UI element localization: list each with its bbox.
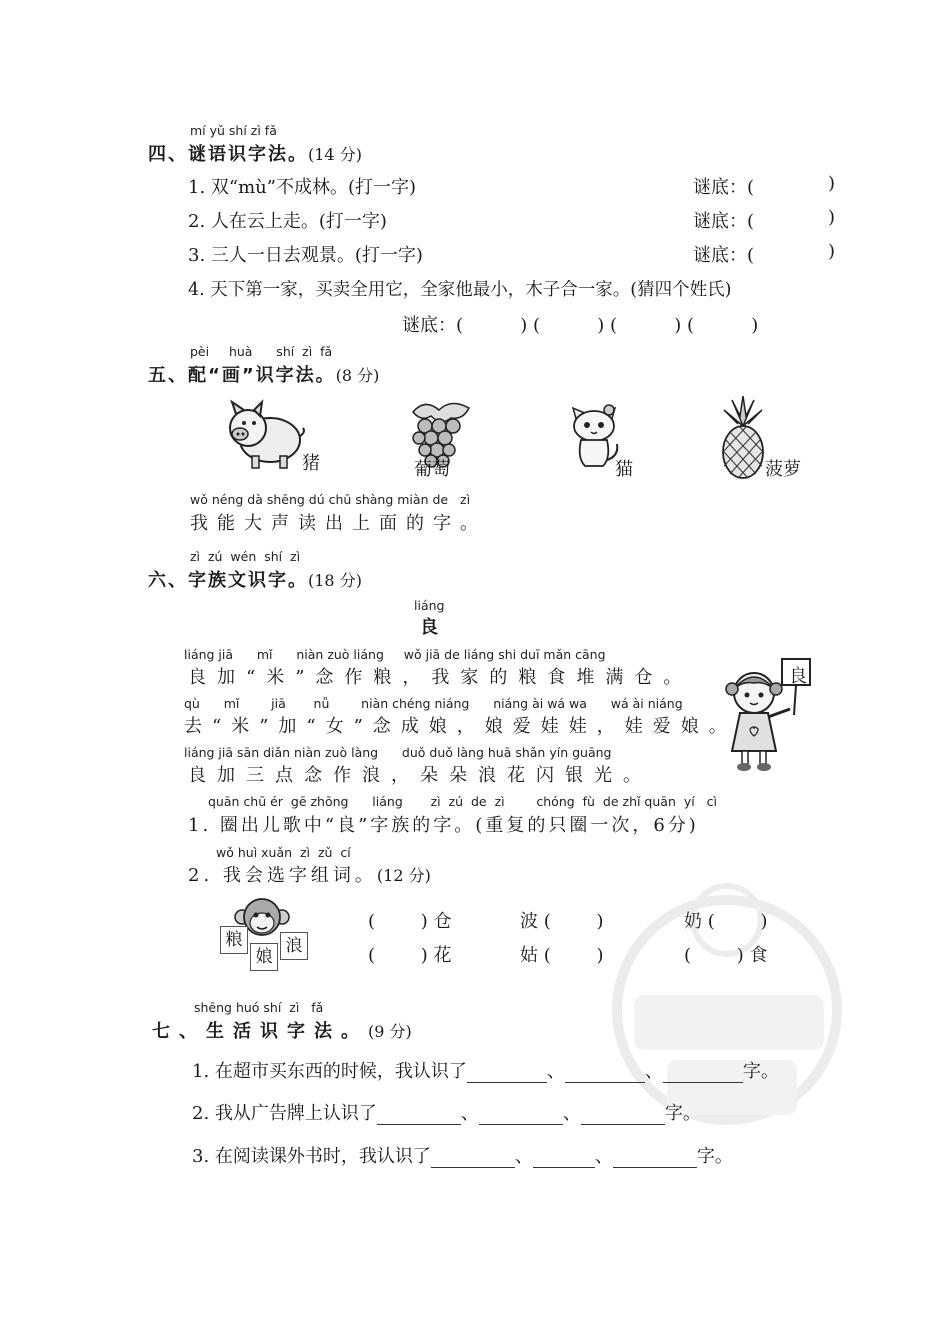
s7-q2	[192, 1099, 701, 1125]
s7-title-text: 七、生活识字法。	[152, 1021, 368, 1042]
s7-q1-text: 1. 在超市买东西的时候，我认识了	[192, 1061, 467, 1082]
word-card-niang: 娘	[250, 943, 278, 971]
s7-q1-sep-1: 、	[546, 1061, 565, 1082]
word-card-lang: 浪	[280, 932, 308, 960]
girl-sign-char: 良	[789, 666, 807, 687]
s4-q4-answers: 谜底：( ) ( ) ( ) ( )	[402, 315, 759, 336]
s7-q2-sep-2: 、	[562, 1103, 581, 1124]
s7-q2-blank-3[interactable]	[581, 1106, 665, 1125]
s6-q1: 1. 圈出儿歌中“良”字族的字。(重复的只圈一次，6分)	[188, 815, 699, 836]
fill-bo: 波 ( )	[520, 911, 604, 932]
s7-q2-blank-2[interactable]	[479, 1106, 563, 1125]
s7-q1-blank-2[interactable]	[565, 1064, 645, 1083]
poem-line-1-pinyin: liáng jiā mǐ niàn zuò liáng wǒ jiā de liáng shi duī mǎn cāng	[184, 647, 606, 662]
s5-read-text: 我能大声读出上面的字。	[190, 513, 487, 534]
s6-center-char: 良	[420, 617, 438, 638]
s5-title	[148, 361, 379, 387]
s6-q2-text: 2. 我会选字组词。	[188, 865, 377, 886]
s4-a1-close: )	[828, 173, 836, 194]
s7-q3-blank-3[interactable]	[613, 1149, 697, 1168]
s4-q2: 2. 人在云上走。(打一字)	[188, 211, 387, 232]
pig-label: 猪	[302, 453, 320, 474]
s7-q3-blank-1[interactable]	[431, 1149, 515, 1168]
s7-q2-end: 字。	[664, 1103, 701, 1124]
s6-center-pinyin: liáng	[414, 598, 445, 613]
s5-read-pinyin: wǒ néng dà shēng dú chū shàng miàn de zì	[190, 492, 471, 507]
s7-q3-end: 字。	[696, 1146, 733, 1167]
s4-title-text: 四、谜语识字法。	[148, 144, 308, 165]
grapes-label: 葡萄	[414, 459, 450, 480]
s4-a1-label: 谜底：(	[693, 177, 755, 198]
fill-shi: ( ) 食	[684, 945, 768, 966]
s4-score: (14 分)	[308, 145, 362, 164]
s6-q1-pinyin: quān chū ér gē zhōng liáng zì zú de zì chóng fù de zhǐ quān yí cì	[208, 794, 717, 809]
s4-q3: 3. 三人一日去观景。(打一字)	[188, 245, 423, 266]
fill-hua: ( ) 花	[368, 945, 452, 966]
poem-line-3: 良加三点念作浪，朵朵浪花闪银光。	[188, 765, 652, 786]
pineapple-icon	[718, 396, 768, 480]
poem-line-3-pinyin: liáng jiā sān diǎn niàn zuò làng duǒ duǒ làng huā shǎn yín guāng	[184, 745, 612, 760]
s7-q1-sep-2: 、	[644, 1061, 663, 1082]
s7-score: (9 分)	[368, 1022, 412, 1041]
fill-gu: 姑 ( )	[520, 945, 604, 966]
s4-a3-label: 谜底：(	[693, 245, 755, 266]
s6-q2-pinyin: wǒ huì xuǎn zì zǔ cí	[216, 845, 351, 860]
s6-q2	[188, 861, 431, 887]
s4-a2-label: 谜底：(	[693, 211, 755, 232]
fill-cang: ( ) 仓	[368, 911, 452, 932]
s7-q3-text: 3. 在阅读课外书时，我认识了	[192, 1146, 431, 1167]
word-card-liang: 粮	[220, 926, 248, 954]
fill-nai: 奶 ( )	[684, 911, 768, 932]
s4-a3-close: )	[828, 241, 836, 262]
s7-q1	[192, 1057, 779, 1083]
s7-q3-sep-2: 、	[594, 1146, 613, 1167]
cat-label: 猫	[615, 459, 633, 480]
s7-q2-text: 2. 我从广告牌上认识了	[192, 1103, 377, 1124]
s5-title-text: 五、配“画”识字法。	[148, 365, 336, 386]
s7-pinyin: shēng huó shí zì fǎ	[194, 1000, 324, 1015]
s5-pinyin: pèi huà shí zì fǎ	[190, 344, 333, 359]
s5-score: (8 分)	[335, 366, 380, 385]
s7-q2-sep-1: 、	[460, 1103, 479, 1124]
s7-q3-sep-1: 、	[514, 1146, 533, 1167]
s6-score: (18 分)	[308, 571, 362, 590]
poem-line-2-pinyin: qù mǐ jiā nǚ niàn chéng niáng niáng ài wá wa wá ài niáng	[184, 696, 683, 711]
s7-title	[152, 1017, 412, 1043]
s6-q2-score: (12 分)	[376, 866, 431, 885]
s4-pinyin: mí yǔ shí zì fǎ	[190, 123, 277, 138]
s7-q1-blank-1[interactable]	[467, 1064, 547, 1083]
poem-line-1: 良加“米”念作粮，我家的粮食堆满仓。	[188, 667, 693, 688]
s7-q1-blank-3[interactable]	[663, 1064, 743, 1083]
s7-q1-end: 字。	[742, 1061, 779, 1082]
poem-line-2: 去“米”加“女”念成娘，娘爱娃娃，娃爱娘。	[184, 716, 737, 737]
s6-pinyin: zì zú wén shí zì	[190, 549, 301, 564]
pineapple-label: 菠萝	[765, 459, 801, 480]
s6-title-text: 六、字族文识字。	[148, 570, 308, 591]
s6-title	[148, 566, 362, 592]
pig-icon	[222, 398, 307, 473]
s7-q3	[192, 1142, 733, 1168]
s4-a2-close: )	[828, 207, 836, 228]
s7-q3-blank-2[interactable]	[533, 1149, 595, 1168]
s7-q2-blank-1[interactable]	[377, 1106, 461, 1125]
s4-title	[148, 140, 362, 166]
s4-q4: 4. 天下第一家，买卖全用它，全家他最小，木子合一家。(猜四个姓氏)	[188, 280, 732, 300]
s4-q1: 1. 双“mù”不成林。(打一字)	[188, 177, 417, 198]
